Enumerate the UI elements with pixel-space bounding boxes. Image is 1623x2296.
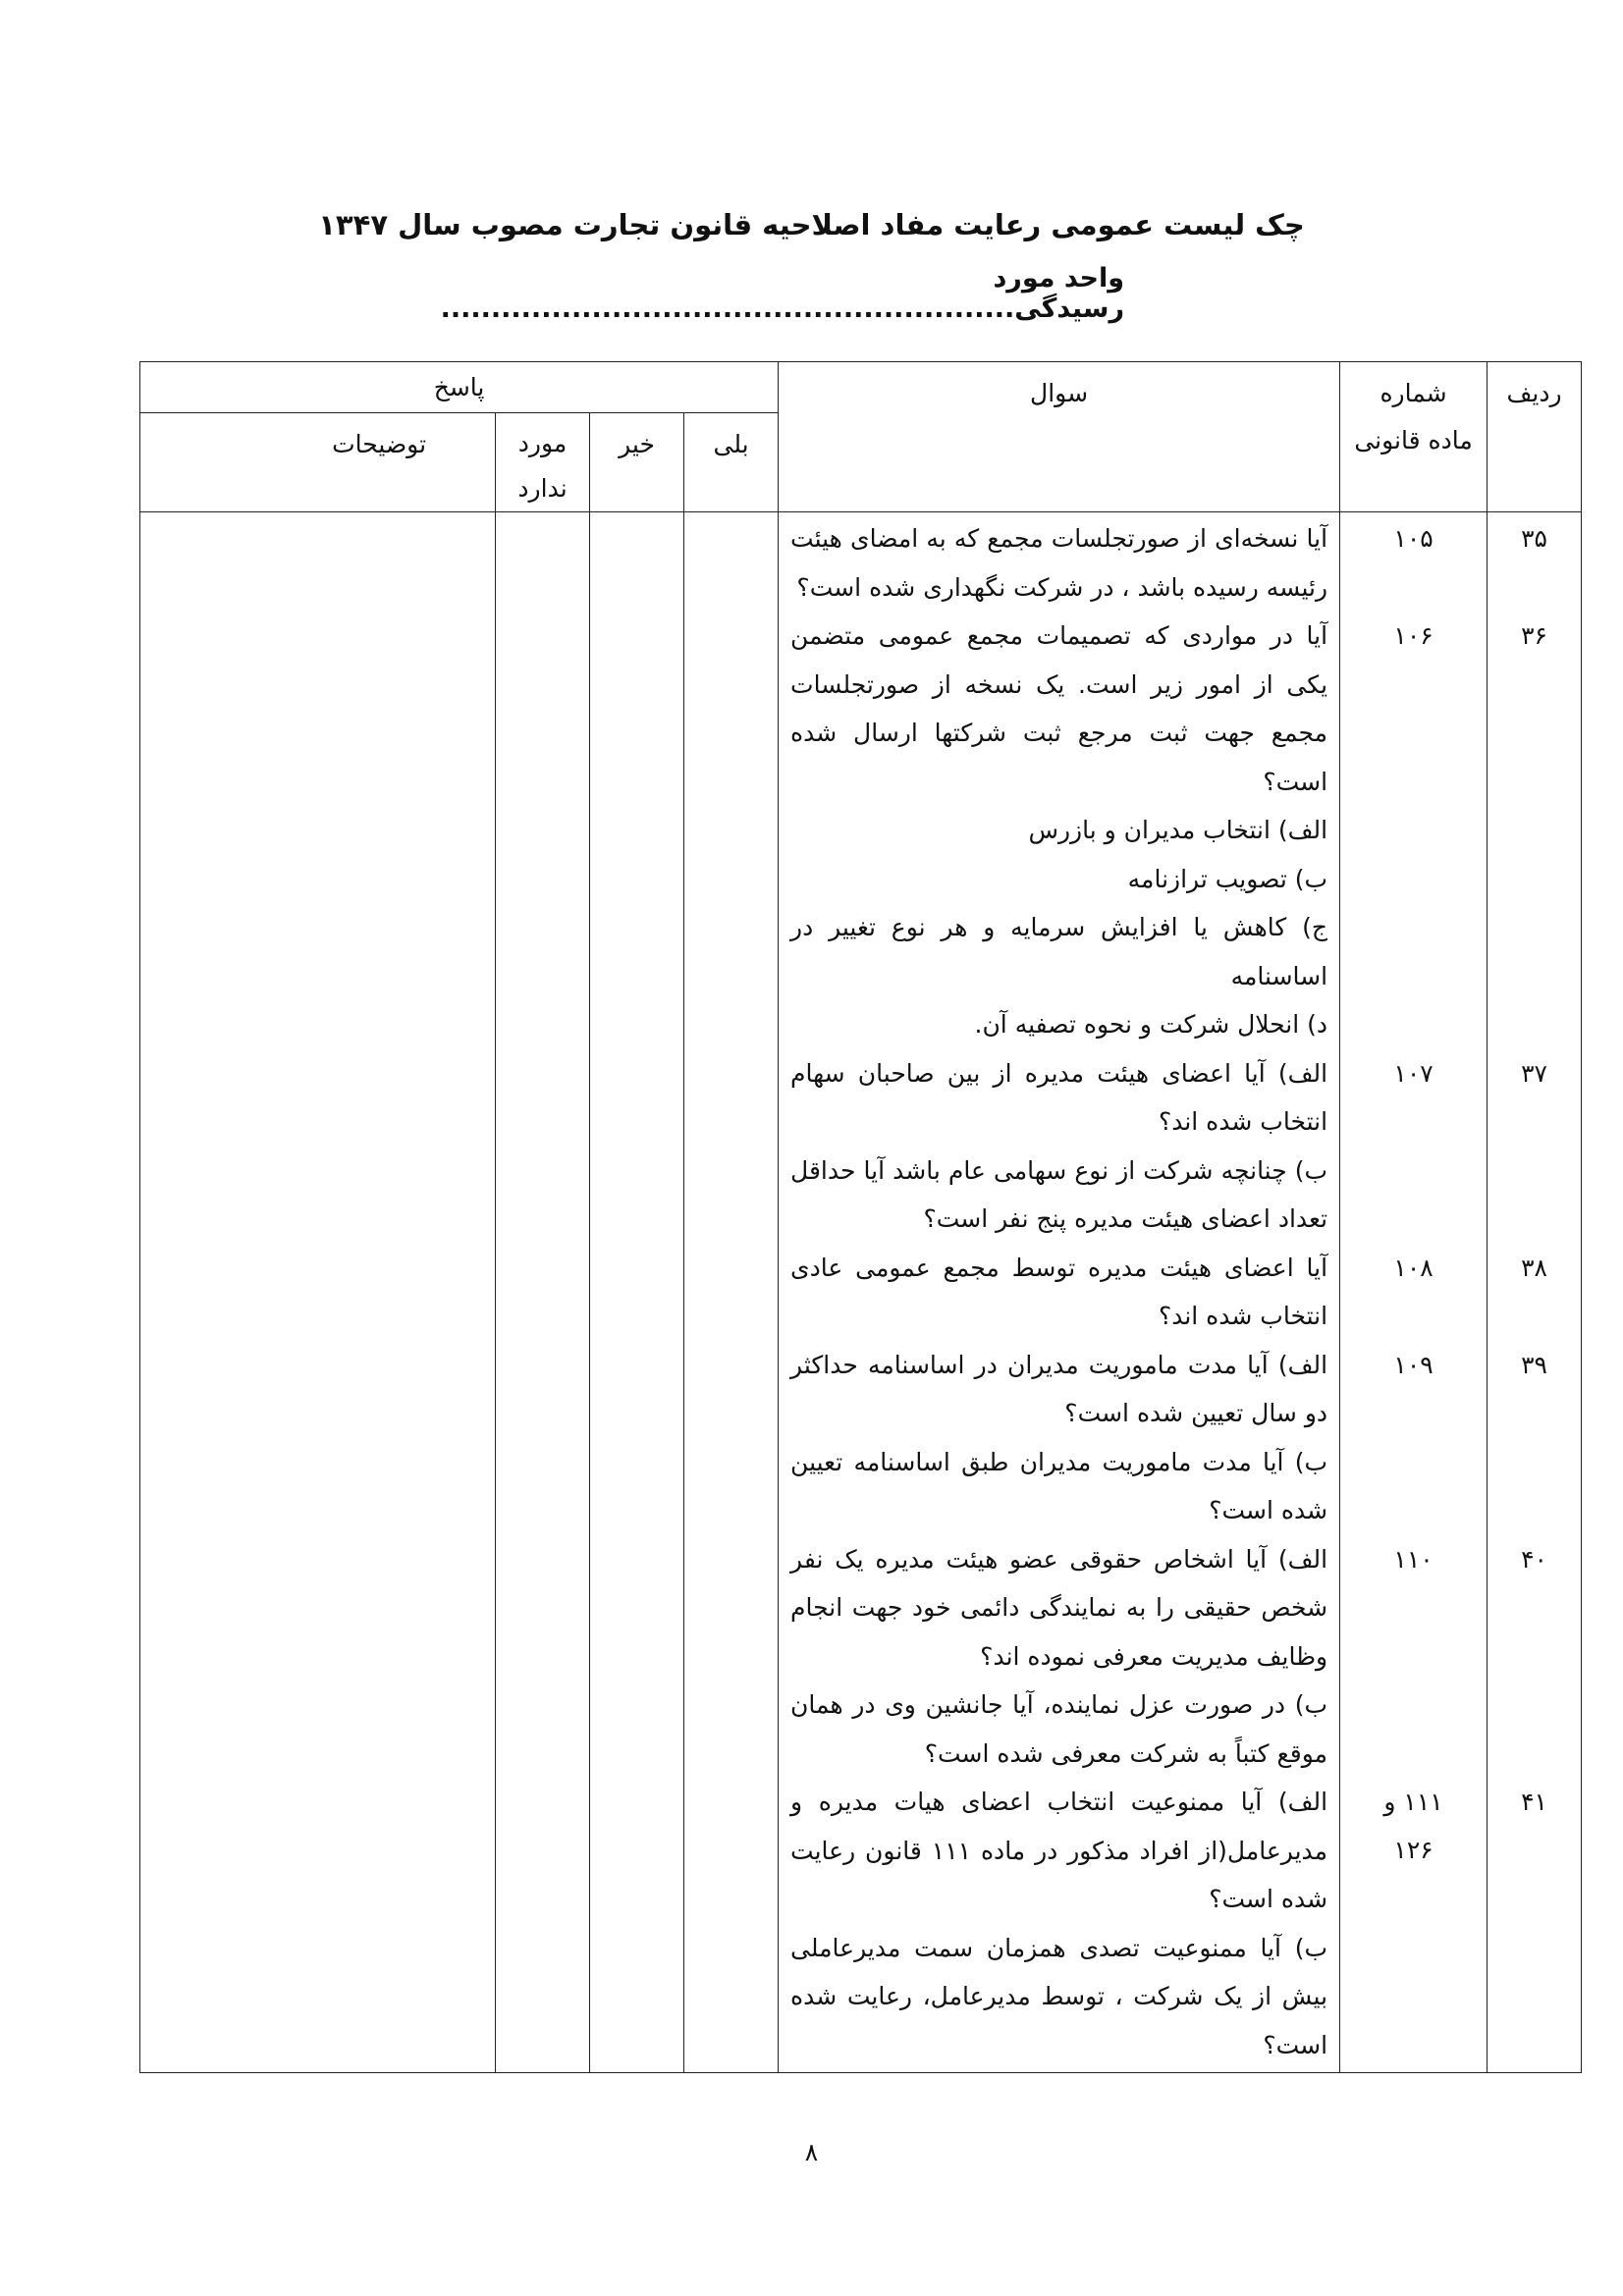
- row-number: ۴۱: [1521, 1788, 1547, 1816]
- page-number: ۸: [804, 2138, 819, 2166]
- row-number: ۴۰: [1521, 1544, 1547, 1574]
- article-number: ۱۱۱ و ۱۲۶: [1383, 1788, 1443, 1864]
- question-line: ب) چنانچه شرکت از نوع سهامی عام باشد آیا حداقل: [790, 1155, 1328, 1185]
- document-title: چک لیست عمومی رعایت مفاد اصلاحیه قانون تجارت مصوب سال ۱۳۴۷: [318, 208, 1305, 241]
- article-number: ۱۱۰: [1393, 1544, 1434, 1574]
- question-line: ب) آیا مدت ماموریت مدیران طبق اساسنامه تعیین: [790, 1447, 1328, 1476]
- question-line: دو سال تعیین شده است؟: [1064, 1399, 1328, 1427]
- header-article-number: شماره ماده قانونی: [1340, 362, 1488, 512]
- article-number: ۱۰۷: [1393, 1058, 1434, 1088]
- answer-no-column[interactable]: [590, 512, 684, 2073]
- row-number: ۳۵: [1521, 524, 1547, 553]
- question-line: مدیرعامل(از افراد مذکور در ماده ۱۱۱ قانون رعایت: [790, 1836, 1328, 1865]
- article-number: ۱۰۶: [1393, 621, 1434, 650]
- question-line: ب) آیا ممنوعیت تصدی همزمان سمت مدیرعاملی: [790, 1933, 1328, 1962]
- question-line: الف) انتخاب مدیران و بازرس: [1028, 816, 1328, 844]
- question-line: الف) آیا مدت ماموریت مدیران در اساسنامه حداکثر: [790, 1350, 1328, 1379]
- remarks-column[interactable]: [140, 512, 496, 2073]
- header-answer: پاسخ: [140, 362, 779, 413]
- question-line: انتخاب شده اند؟: [1158, 1107, 1328, 1136]
- question-line: است؟: [1263, 767, 1328, 796]
- question-line: رئیسه رسیده باشد ، در شرکت نگهداری شده است؟: [796, 572, 1328, 602]
- question-line: الف) آیا اعضای هیئت مدیره از بین صاحبان سهام: [790, 1058, 1328, 1088]
- question-line: تعداد اعضای هیئت مدیره پنج نفر است؟: [923, 1204, 1328, 1233]
- answer-yes-column[interactable]: [684, 512, 779, 2073]
- row-number: ۳۷: [1521, 1058, 1547, 1088]
- question-line: شده است؟: [1209, 1496, 1328, 1524]
- header-no: خیر: [590, 413, 684, 512]
- header-not-applicable: مورد ندارد: [496, 413, 590, 512]
- article-number: ۱۰۹: [1393, 1350, 1434, 1379]
- question-line: یکی از امور زیر است. یک نسخه از صورتجلسات: [790, 669, 1328, 699]
- question-line: وظایف مدیریت معرفی نموده اند؟: [980, 1641, 1328, 1671]
- header-remarks: توضیحات: [140, 413, 496, 512]
- article-number: ۱۰۵: [1393, 524, 1434, 553]
- question-line: آیا اعضای هیئت مدیره توسط مجمع عمومی عادی: [790, 1253, 1328, 1282]
- question-line: انتخاب شده اند؟: [1158, 1302, 1328, 1330]
- audited-unit-line: واحد مورد رسیدگی.........................................................: [440, 263, 1124, 324]
- answer-na-column[interactable]: [496, 512, 590, 2073]
- row-number: ۳۶: [1521, 621, 1547, 650]
- question-line: ب) در صورت عزل نماینده، آیا جانشین وی در همان: [790, 1690, 1328, 1719]
- header-yes: بلی: [684, 413, 779, 512]
- article-column: [1340, 512, 1488, 2073]
- question-line: بیش از یک شرکت ، توسط مدیرعامل، رعایت شده: [790, 1982, 1328, 2010]
- checklist-table: [139, 361, 1582, 2073]
- question-line: آیا در مواردی که تصمیمات مجمع عمومی متضمن: [790, 621, 1328, 650]
- question-line: است؟: [1263, 2030, 1328, 2059]
- question-line: اساسنامه: [1230, 961, 1328, 990]
- question-line: ب) تصویب ترازنامه: [1127, 864, 1328, 893]
- header-question: سوال: [779, 362, 1340, 512]
- radif-column: [1488, 512, 1582, 2073]
- question-line: آیا نسخه‌ای از صورتجلسات مجمع که به امضای هیئت: [790, 524, 1328, 553]
- question-line: مجمع جهت ثبت مرجع ثبت شرکتها ارسال شده: [790, 719, 1328, 747]
- question-line: الف) آیا ممنوعیت انتخاب اعضای هیات مدیره و: [790, 1788, 1328, 1816]
- article-number: ۱۰۸: [1393, 1253, 1434, 1282]
- row-number: ۳۹: [1521, 1350, 1547, 1379]
- question-line: الف) آیا اشخاص حقوقی عضو هیئت مدیره یک نفر: [790, 1544, 1328, 1574]
- question-line: ج) کاهش یا افزایش سرمایه و هر نوع تغییر در: [790, 913, 1328, 941]
- header-radif: ردیف: [1488, 362, 1582, 512]
- question-line: موقع کتباً به شرکت معرفی شده است؟: [924, 1738, 1328, 1768]
- question-line: شخص حقیقی را به نمایندگی دائمی خود جهت انجام: [790, 1593, 1328, 1622]
- row-number: ۳۸: [1521, 1253, 1547, 1282]
- question-line: د) انحلال شرکت و نحوه تصفیه آن.: [974, 1010, 1328, 1039]
- question-column: [779, 512, 1340, 2073]
- question-line: شده است؟: [1209, 1885, 1328, 1913]
